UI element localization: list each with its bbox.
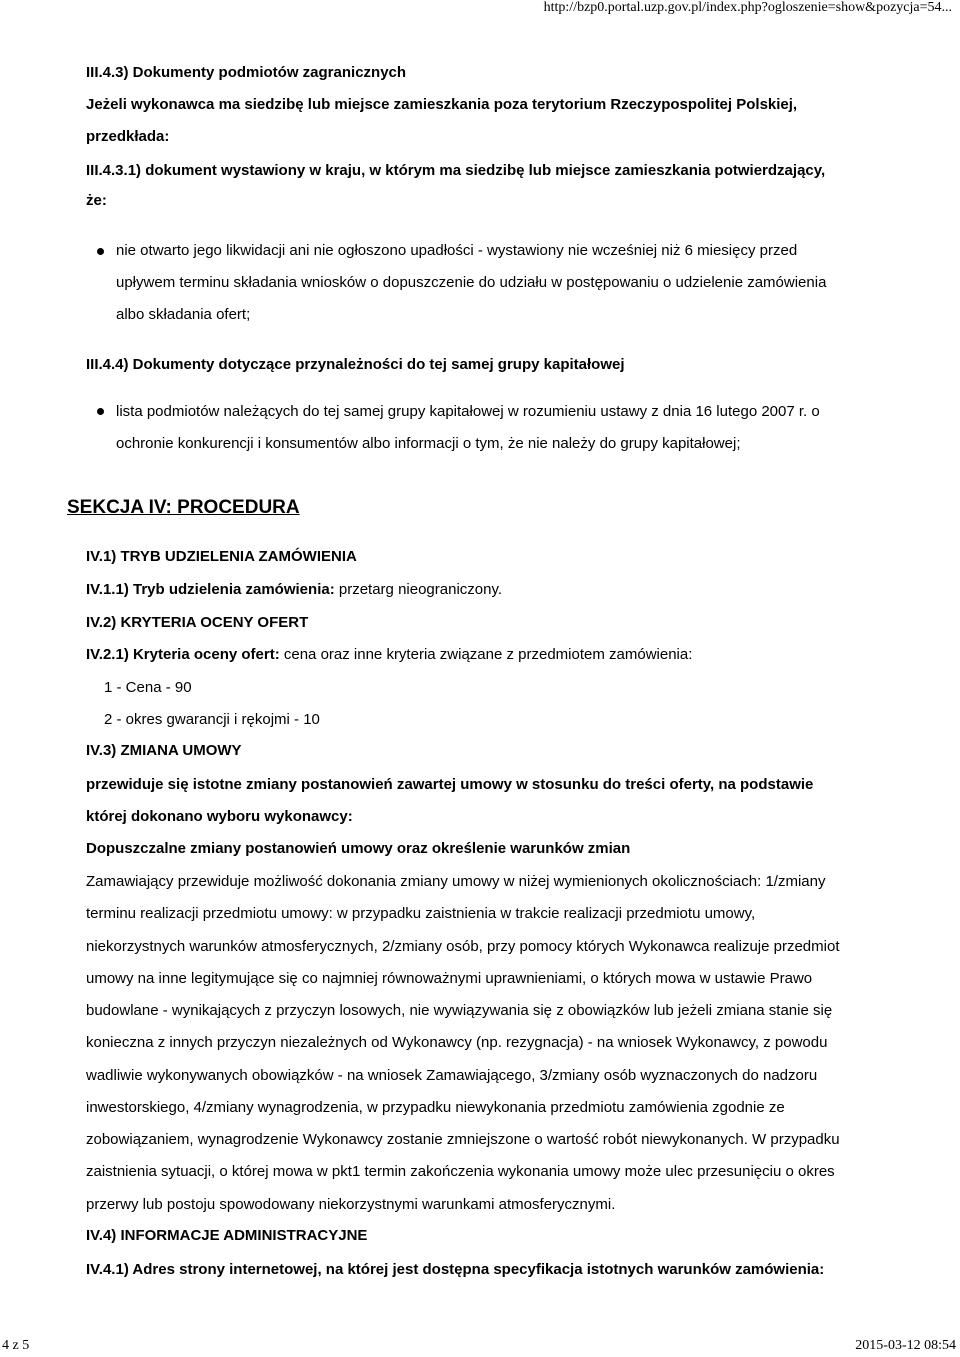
sub-heading-iii-4-3-1: III.4.3.1) dokument wystawiony w kraju, w którym ma siedzibę lub miejsce zamieszkania potwierdzający, [86, 162, 826, 179]
paragraph-line: przerwy lub postoju spowodowany niekorzystnymi warunkami atmosferycznymi. [86, 1196, 616, 1213]
print-datetime: 2015-03-12 08:54 [855, 1338, 956, 1353]
criteria-value: cena oraz inne kryteria związane z przedmiotem zamówienia: [279, 646, 693, 663]
intro-line-1: Jeżeli wykonawca ma siedzibę lub miejsce zamieszkania poza terytorium Rzeczypospolitej Polskiej, [86, 96, 798, 113]
list-item-line: upływem terminu składania wniosków o dopuszczenie do udziału w postępowaniu o udzielenie zamówienia [116, 274, 827, 291]
paragraph-line: wadliwie wykonywanych obowiązków - na wniosek Zamawiającego, 3/zmiany osób wyznaczonych do nadzoru [86, 1067, 818, 1084]
sub-heading-iii-4-3-1-cont: że: [86, 192, 107, 209]
page-url: http://bzp0.portal.uzp.gov.pl/index.php?ogloszenie=show&pozycja=54... [543, 0, 952, 15]
bullet-icon [97, 408, 104, 415]
heading-iv-2: IV.2) KRYTERIA OCENY OFERT [86, 614, 309, 631]
page-number: 4 z 5 [2, 1338, 30, 1353]
heading-iv-3: IV.3) ZMIANA UMOWY [86, 742, 242, 759]
contract-change-line-2: której dokonano wyboru wykonawcy: [86, 808, 353, 825]
paragraph-line: zobowiązaniem, wynagrodzenie Wykonawcy zostanie zmniejszone o wartość robót niewykonanych. W przypadku [86, 1131, 840, 1148]
procedure-type-value: przetarg nieograniczony. [334, 581, 503, 598]
list-item-line: lista podmiotów należących do tej samej grupy kapitałowej w rozumieniu ustawy z dnia 16 lutego 2007 r. o [116, 403, 820, 420]
contract-change-line-1: przewiduje się istotne zmiany postanowień zawartej umowy w stosunku do treści oferty, na podstawie [86, 776, 814, 793]
heading-iii-4-3: III.4.3) Dokumenty podmiotów zagranicznych [86, 64, 407, 81]
list-item-line: nie otwarto jego likwidacji ani nie ogłoszono upadłości - wystawiony nie wcześniej niż 6 miesięcy przed [116, 242, 798, 259]
paragraph-line: niekorzystnych warunków atmosferycznych, 2/zmiany osób, przy pomocy których Wykonawca realizuje przedmiot [86, 938, 840, 955]
list-item-line: ochronie konkurencji i konsumentów albo informacji o tym, że nie należy do grupy kapitałowej; [116, 435, 741, 452]
procedure-type-label: IV.1.1) Tryb udzielenia zamówienia: [86, 581, 335, 598]
heading-iv-4-1: IV.4.1) Adres strony internetowej, na której jest dostępna specyfikacja istotnych warunków zamówienia: [86, 1261, 825, 1278]
intro-line-2: przedkłada: [86, 128, 170, 145]
paragraph-line: Zamawiający przewiduje możliwość dokonania zmiany umowy w niżej wymienionych okolicznościach: 1/zmiany [86, 873, 826, 890]
list-item-line: albo składania ofert; [116, 306, 251, 323]
heading-iii-4-4: III.4.4) Dokumenty dotyczące przynależności do tej samej grupy kapitałowej [86, 356, 625, 373]
criteria-label: IV.2.1) Kryteria oceny ofert: [86, 646, 280, 663]
paragraph-line: terminu realizacji przedmiotu umowy: w przypadku zaistnienia w trakcie realizacji przedmiotu umowy, [86, 905, 756, 922]
contract-change-sub-heading: Dopuszczalne zmiany postanowień umowy oraz określenie warunków zmian [86, 840, 631, 857]
criterion-item: 1 - Cena - 90 [104, 679, 192, 696]
paragraph-line: umowy na inne legitymujące się co najmniej równoważnymi uprawnieniami, o których mowa w ustawie Prawo [86, 970, 813, 987]
paragraph-line: budowlane - wynikających z przyczyn losowych, nie wywiązywania się z obowiązków lub jeżeli zmiana stanie się [86, 1002, 833, 1019]
paragraph-line: zaistnienia sytuacji, o której mowa w pkt1 termin zakończenia wykonania umowy może ulec przesunięciu o okres [86, 1163, 835, 1180]
procedure-type-row [86, 581, 502, 599]
heading-iv-1: IV.1) TRYB UDZIELENIA ZAMÓWIENIA [86, 548, 357, 565]
criteria-row [86, 646, 692, 664]
heading-iv-4: IV.4) INFORMACJE ADMINISTRACYJNE [86, 1227, 368, 1244]
criterion-item: 2 - okres gwarancji i rękojmi - 10 [104, 711, 320, 728]
paragraph-line: konieczna z innych przyczyn niezależnych od Wykonawcy (np. rezygnacja) - na wniosek Wykonawcy, z powodu [86, 1034, 828, 1051]
bullet-icon [97, 248, 104, 255]
paragraph-line: inwestorskiego, 4/zmiany wynagrodzenia, w przypadku niewykonania przedmiotu zamówienia zgodnie ze [86, 1099, 785, 1116]
section-title: SEKCJA IV: PROCEDURA [67, 497, 300, 518]
